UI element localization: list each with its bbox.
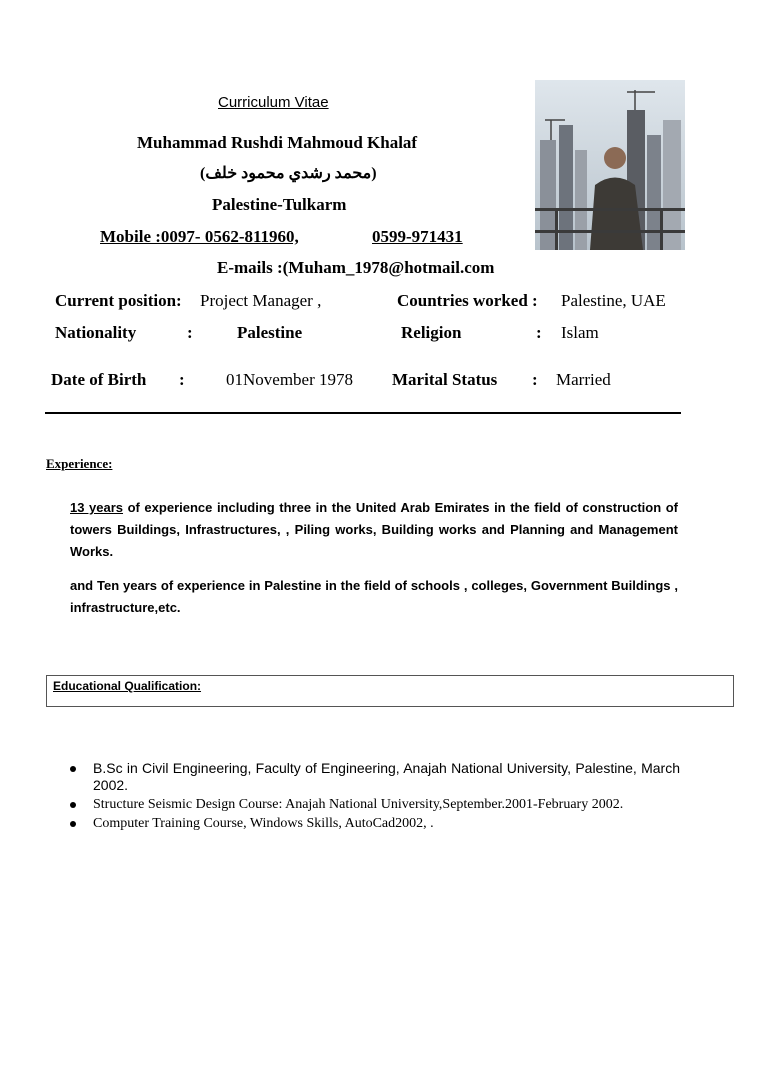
bullet-icon [70,766,76,772]
experience-years: 13 years [70,500,124,515]
list-item [70,760,680,794]
education-heading: Educational Qualification: [53,679,202,693]
experience-paragraph-1-text: of experience including three in the United Arab Emirates in the field of construction of towers Buildings, Infrastructures, , Piling works, Building works and Planning and Management Works. [70,500,678,559]
location: Palestine-Tulkarm [212,195,347,214]
list-item [70,796,680,813]
education-heading-box [46,675,734,707]
nationality-colon: : [187,323,193,342]
arabic-name: (محمد رشدي محمود خلف) [200,165,377,182]
mobile-number-2: 0599-971431 [372,227,463,246]
religion-colon: : [536,323,542,342]
countries-label: Countries worked : [397,291,538,310]
religion-value: Islam [561,323,599,342]
divider [45,412,681,414]
experience-paragraph-2: and Ten years of experience in Palestine in the field of schools , colleges, Government Buildings , infrastructure,etc. [70,578,678,615]
profile-photo [535,80,685,250]
education-item-1: B.Sc in Civil Engineering, Faculty of Engineering, Anajah National University, Palestine, March 2002. [93,760,680,793]
mobile-number: Mobile :0097- 0562-811960, [100,227,299,246]
current-position-value: Project Manager , [200,291,322,310]
nationality-label: Nationality [55,323,137,342]
current-position-label: Current position: [55,291,182,310]
cv-title: Curriculum Vitae [218,94,329,111]
experience-heading: Experience: [46,456,113,471]
education-item-2: Structure Seismic Design Course: Anajah National University,September.2001-February 2002. [93,797,624,812]
dob-value: 01November 1978 [226,370,354,389]
nationality-value: Palestine [237,323,303,342]
email: E-mails :(Muham_1978@hotmail.com [217,258,495,277]
list-item [70,815,680,832]
dob-label: Date of Birth [51,370,147,389]
education-item-3: Computer Training Course, Windows Skills, AutoCad2002, . [93,816,434,831]
full-name: Muhammad Rushdi Mahmoud Khalaf [137,133,418,152]
countries-value: Palestine, UAE [561,291,666,310]
marital-label: Marital Status [392,370,498,389]
experience-paragraph-1 [70,497,678,563]
marital-value: Married [556,370,611,389]
dob-colon: : [179,370,185,389]
education-list [70,760,680,834]
religion-label: Religion [401,323,462,342]
bullet-icon [70,802,76,808]
bullet-icon [70,821,76,827]
marital-colon: : [532,370,538,389]
